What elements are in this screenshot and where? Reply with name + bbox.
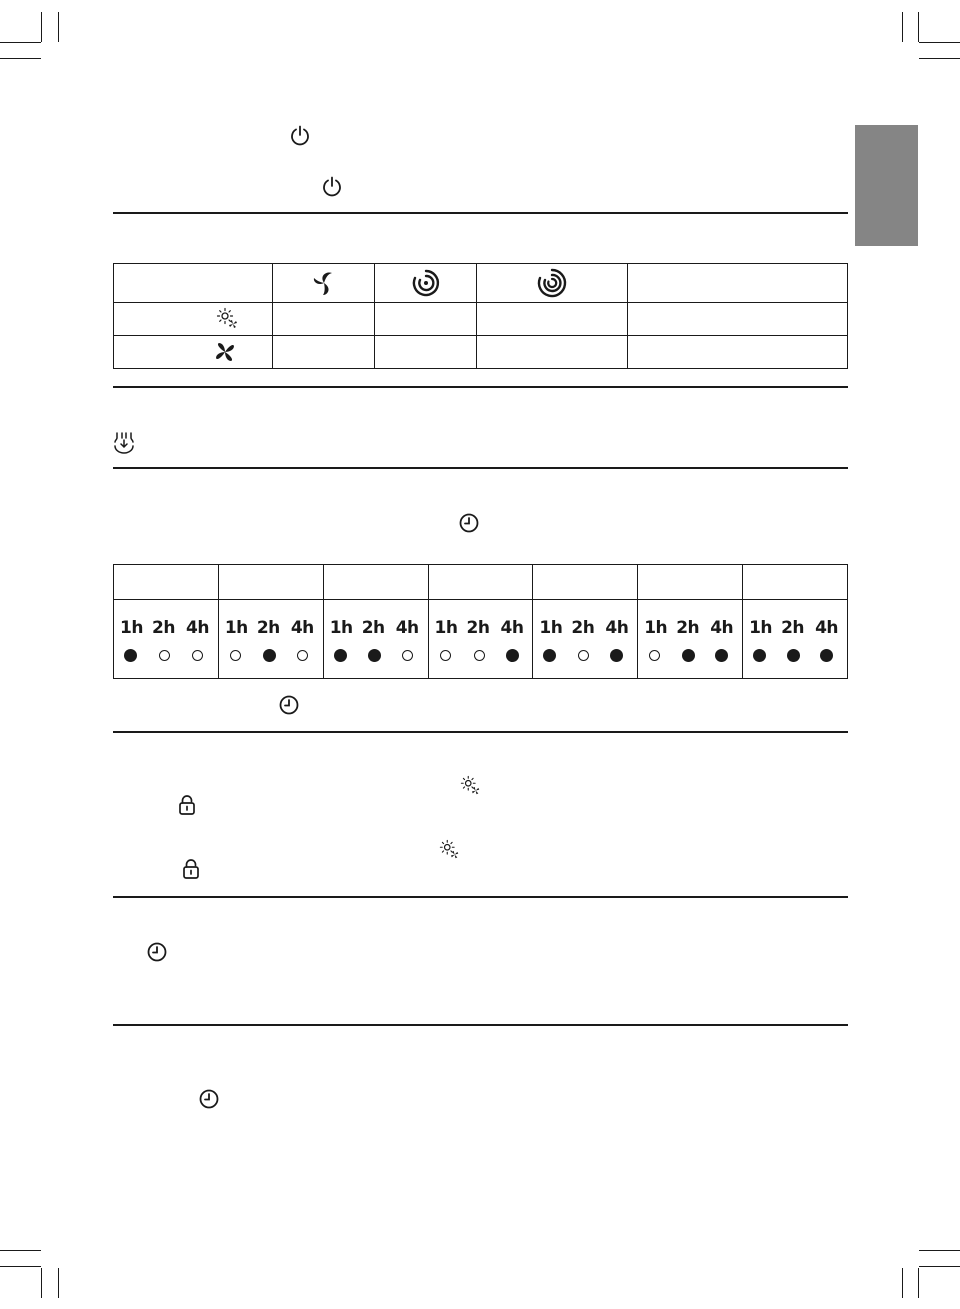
indicator-light-on — [820, 649, 833, 662]
crop-mark — [0, 1266, 41, 1267]
table-cell — [628, 264, 848, 303]
timer-hour-label: 4h — [290, 618, 314, 638]
crop-mark — [918, 1268, 919, 1298]
timer-hour-label: 1h — [329, 618, 353, 638]
indicator-light-on — [715, 649, 728, 662]
crop-mark — [902, 1268, 903, 1298]
crop-mark — [918, 12, 919, 42]
timer-hour-label: 2h — [571, 618, 595, 638]
indicator-light-on — [682, 649, 695, 662]
table-cell — [114, 264, 273, 303]
indicator-light-on — [263, 649, 276, 662]
timer-hour-label: 1h — [644, 618, 668, 638]
speed-table — [113, 263, 848, 369]
speed-3-icon — [535, 266, 569, 300]
crop-mark — [0, 42, 41, 43]
speed-1-icon — [307, 266, 341, 300]
speed-2-icon — [409, 266, 443, 300]
table-cell — [114, 336, 273, 369]
timer-header-cell — [323, 565, 428, 600]
light-fan-icon — [460, 775, 482, 797]
timer-table — [113, 564, 848, 679]
timer-icon — [198, 1088, 220, 1110]
timer-hour-label: 2h — [676, 618, 700, 638]
table-cell — [628, 336, 848, 369]
indicator-light-on — [787, 649, 800, 662]
section-divider — [113, 1024, 848, 1026]
table-cell — [477, 303, 628, 336]
indicator-light-on — [124, 649, 137, 662]
section-divider — [113, 467, 848, 469]
indicator-light-off — [192, 650, 203, 661]
crop-mark — [919, 1250, 960, 1251]
section-divider — [113, 731, 848, 733]
timer-hour-label: 2h — [466, 618, 490, 638]
timer-hour-label: 2h — [152, 618, 175, 638]
crop-mark — [919, 1266, 960, 1267]
timer-indicator-cell — [428, 600, 533, 679]
timer-hour-label: 1h — [539, 618, 563, 638]
filter-reset-icon — [112, 431, 136, 455]
timer-icon — [458, 512, 480, 534]
timer-header-cell — [218, 565, 323, 600]
table-cell — [628, 303, 848, 336]
timer-indicator-cell — [323, 600, 428, 679]
timer-hour-label: 2h — [361, 618, 385, 638]
indicator-light-off — [474, 650, 485, 661]
language-tab-marker — [855, 125, 918, 246]
indicator-light-on — [753, 649, 766, 662]
indicator-light-off — [440, 650, 451, 661]
indicator-light-off — [297, 650, 308, 661]
power-icon — [289, 124, 311, 146]
table-cell — [477, 336, 628, 369]
crop-mark — [41, 12, 42, 42]
timer-indicator-cell — [218, 600, 323, 679]
table-cell — [375, 264, 477, 303]
table-cell — [273, 336, 375, 369]
indicator-light-off — [402, 650, 413, 661]
timer-indicator-cell — [743, 600, 848, 679]
child-lock-icon — [178, 794, 196, 816]
section-divider — [113, 386, 848, 388]
timer-hour-label: 2h — [256, 618, 280, 638]
timer-header-cell — [114, 565, 219, 600]
timer-hour-label: 4h — [605, 618, 629, 638]
table-cell — [273, 264, 375, 303]
section-divider — [113, 212, 848, 214]
timer-hour-label: 1h — [224, 618, 248, 638]
timer-hour-label: 4h — [815, 618, 838, 638]
crop-mark — [58, 12, 59, 42]
timer-hour-label: 2h — [781, 618, 804, 638]
timer-hour-label: 4h — [500, 618, 524, 638]
timer-header-cell — [428, 565, 533, 600]
crop-mark — [58, 1268, 59, 1298]
timer-hour-label: 4h — [186, 618, 209, 638]
timer-indicator-cell — [114, 600, 219, 679]
table-cell — [114, 303, 273, 336]
crop-mark — [0, 58, 41, 59]
indicator-light-on — [506, 649, 519, 662]
indicator-light-on — [368, 649, 381, 662]
timer-hour-label: 4h — [710, 618, 734, 638]
indicator-light-off — [159, 650, 170, 661]
timer-icon — [146, 941, 168, 963]
indicator-light-on — [610, 649, 623, 662]
crop-mark — [0, 1250, 41, 1251]
indicator-light-off — [230, 650, 241, 661]
table-cell — [477, 264, 628, 303]
crop-mark — [919, 42, 960, 43]
timer-hour-label: 4h — [395, 618, 419, 638]
timer-hour-label: 1h — [120, 618, 143, 638]
timer-hour-label: 1h — [434, 618, 458, 638]
indicator-light-off — [578, 650, 589, 661]
timer-indicator-cell — [638, 600, 743, 679]
light-fan-icon — [439, 839, 461, 861]
power-icon — [321, 175, 343, 197]
indicator-light-on — [334, 649, 347, 662]
light-fan-icon — [216, 307, 240, 331]
timer-header-cell — [638, 565, 743, 600]
timer-header-cell — [533, 565, 638, 600]
indicator-light-on — [543, 649, 556, 662]
timer-icon — [278, 694, 300, 716]
crop-mark — [919, 58, 960, 59]
fan-icon — [214, 341, 236, 363]
table-cell — [375, 336, 477, 369]
crop-mark — [902, 12, 903, 42]
indicator-light-off — [649, 650, 660, 661]
table-cell — [273, 303, 375, 336]
timer-header-cell — [743, 565, 848, 600]
section-divider — [113, 896, 848, 898]
child-lock-icon — [182, 858, 200, 880]
table-cell — [375, 303, 477, 336]
timer-hour-label: 1h — [749, 618, 772, 638]
timer-indicator-cell — [533, 600, 638, 679]
crop-mark — [41, 1268, 42, 1298]
